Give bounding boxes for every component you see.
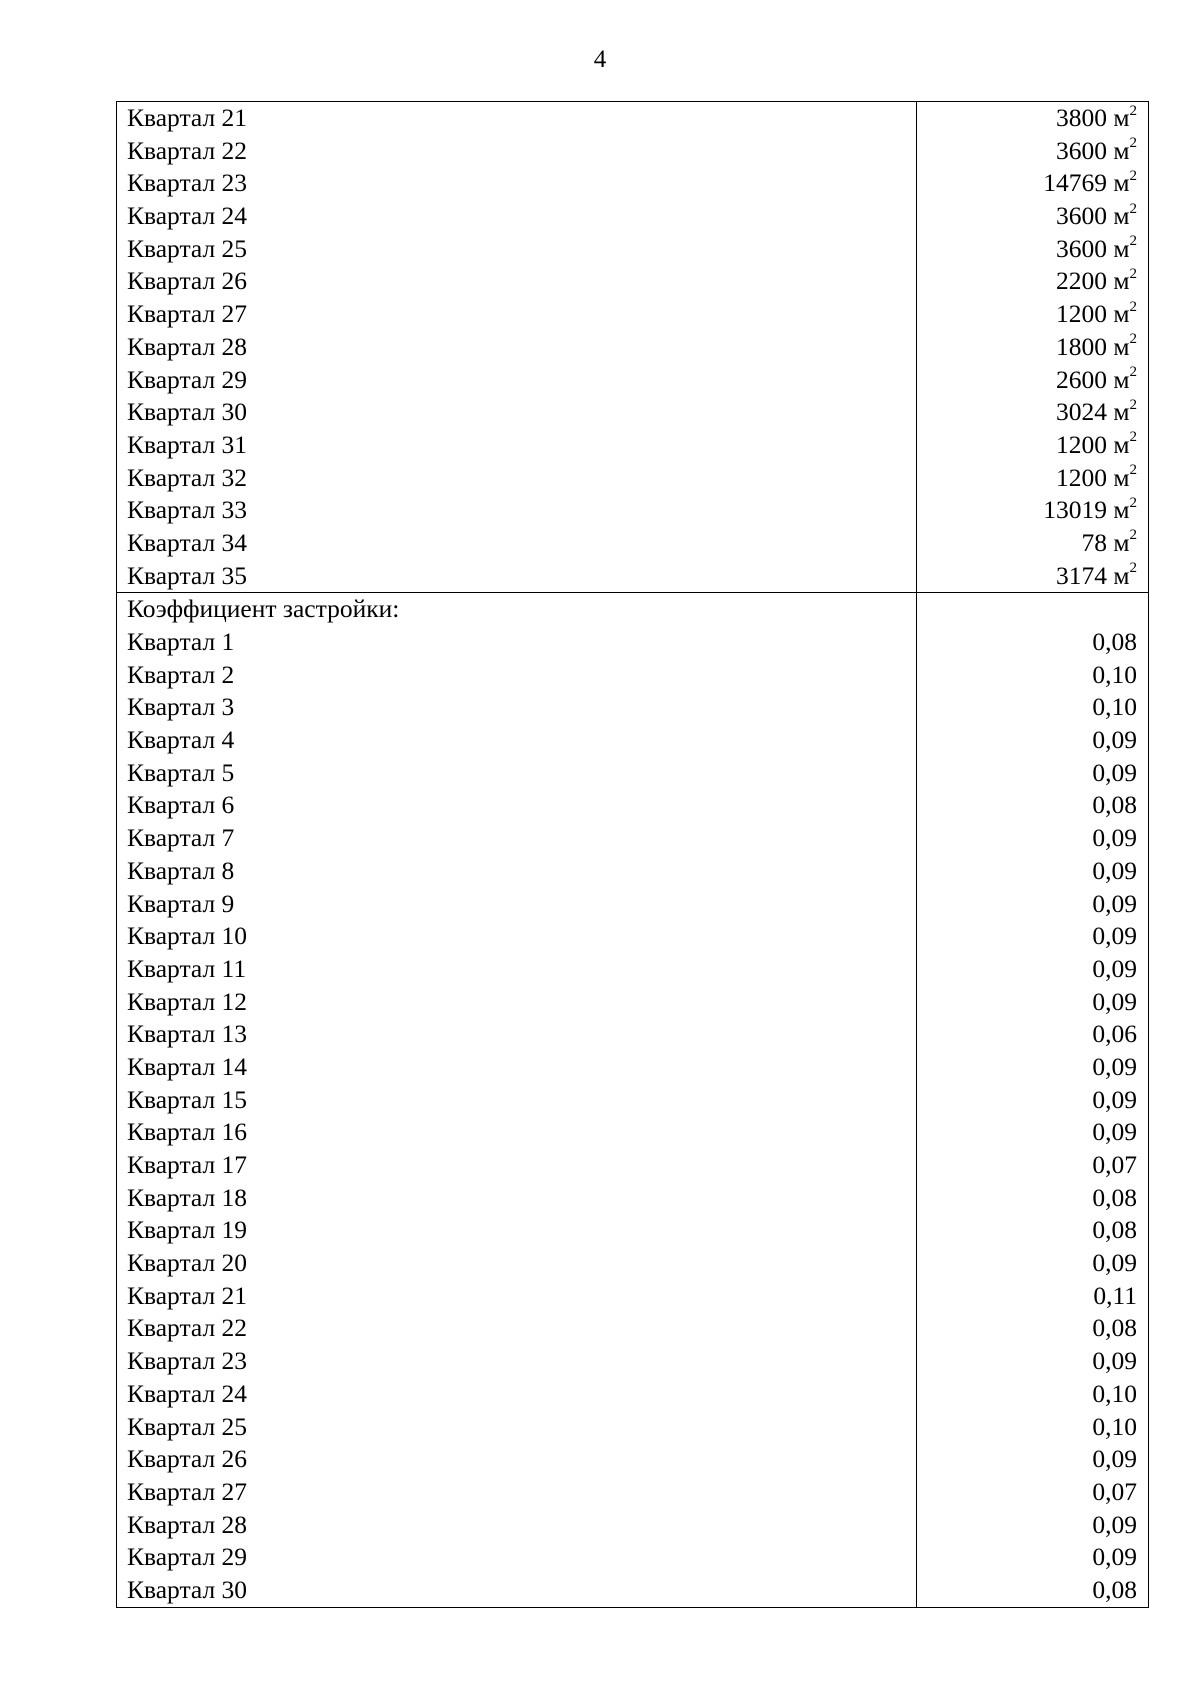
unit-exponent: 2 xyxy=(1129,331,1137,348)
row-value: 0,09 xyxy=(1092,757,1137,787)
row-name: Квартал 4 xyxy=(127,725,235,755)
row-name: Квартал 30 xyxy=(127,1574,248,1604)
row-value-line xyxy=(917,233,1148,266)
unit-label: м xyxy=(1113,364,1130,394)
row-value: 0,08 xyxy=(1092,627,1137,656)
row-value: 0,09 xyxy=(1092,953,1137,983)
row-value-line xyxy=(917,1411,1148,1444)
row-value-line xyxy=(917,200,1148,233)
unit-exponent: 2 xyxy=(1129,396,1137,413)
row-value-line xyxy=(917,986,1148,1019)
row-value-line xyxy=(917,659,1148,692)
unit-label: м xyxy=(1113,103,1130,132)
row-value-line xyxy=(917,691,1148,724)
unit-label: м xyxy=(1113,233,1130,263)
row-value-line xyxy=(917,560,1148,593)
section-heading: Коэффициент застройки: xyxy=(127,594,400,624)
row-name: Квартал 26 xyxy=(127,266,248,296)
unit-label: м xyxy=(1113,429,1130,459)
value-cell xyxy=(917,102,1149,593)
row-name: Квартал 30 xyxy=(127,397,248,427)
row-value-line xyxy=(917,1443,1148,1476)
unit-exponent: 2 xyxy=(1129,102,1137,119)
row-value: 0,09 xyxy=(1092,888,1137,918)
row-value-line xyxy=(917,1182,1148,1215)
row-value-line xyxy=(917,1574,1148,1607)
unit-exponent: 2 xyxy=(1129,298,1137,315)
row-value: 0,10 xyxy=(1092,659,1137,689)
row-value: 14769 xyxy=(1043,168,1107,198)
row-value-line xyxy=(917,527,1148,560)
row-value-line xyxy=(917,1378,1148,1411)
row-name: Квартал 32 xyxy=(127,462,248,492)
row-name: Квартал 21 xyxy=(127,103,248,132)
row-value-line xyxy=(917,888,1148,921)
row-value: 3024 xyxy=(1055,397,1107,427)
row-name: Квартал 29 xyxy=(127,1542,248,1572)
row-value-line xyxy=(917,724,1148,757)
row-value: 1800 xyxy=(1055,331,1107,361)
row-name: Квартал 12 xyxy=(127,986,248,1016)
table-body xyxy=(117,102,1149,1608)
row-name: Квартал 22 xyxy=(127,135,248,165)
row-value-line xyxy=(917,1149,1148,1182)
row-name: Квартал 11 xyxy=(127,953,247,983)
name-cell xyxy=(117,593,917,1607)
row-value-line xyxy=(917,1476,1148,1509)
unit-exponent: 2 xyxy=(1129,167,1137,184)
unit-label: м xyxy=(1113,462,1130,492)
row-value: 0,08 xyxy=(1092,1182,1137,1212)
unit-exponent: 2 xyxy=(1129,494,1137,511)
row-name: Квартал 33 xyxy=(127,495,248,525)
row-name: Квартал 16 xyxy=(127,1117,248,1147)
unit-label: м xyxy=(1113,495,1130,525)
row-value-line xyxy=(917,789,1148,822)
row-name: Квартал 19 xyxy=(127,1215,248,1245)
row-value: 13019 xyxy=(1043,495,1107,525)
row-value: 0,09 xyxy=(1092,1248,1137,1278)
row-value: 0,07 xyxy=(1092,1476,1137,1506)
row-value: 0,08 xyxy=(1092,1313,1137,1343)
row-value-line xyxy=(917,331,1148,364)
row-name: Квартал 1 xyxy=(127,627,235,656)
unit-label: м xyxy=(1113,266,1130,296)
row-value: 3174 xyxy=(1055,560,1107,590)
row-value: 0,09 xyxy=(1092,1346,1137,1376)
page-number: 4 xyxy=(593,46,607,73)
row-name: Квартал 21 xyxy=(127,1280,248,1310)
row-value-line xyxy=(917,429,1148,462)
row-value-line xyxy=(917,135,1148,168)
row-name: Квартал 7 xyxy=(127,823,235,853)
blank-line xyxy=(917,593,1148,626)
unit-exponent: 2 xyxy=(1129,135,1137,152)
row-value-line xyxy=(917,1214,1148,1247)
unit-label: м xyxy=(1113,560,1130,590)
unit-label: м xyxy=(1113,135,1130,165)
row-name: Квартал 18 xyxy=(127,1182,248,1212)
row-name: Квартал 9 xyxy=(127,888,235,918)
row-value-line xyxy=(917,265,1148,298)
row-name: Квартал 6 xyxy=(127,790,235,820)
unit-exponent: 2 xyxy=(1129,527,1137,544)
row-name: Квартал 23 xyxy=(127,168,248,198)
row-value-line xyxy=(917,494,1148,527)
row-value: 1200 xyxy=(1055,429,1107,459)
row-value: 3600 xyxy=(1055,135,1107,165)
row-name: Квартал 27 xyxy=(127,1476,248,1506)
row-value-line xyxy=(917,953,1148,986)
row-value: 3800 xyxy=(1055,103,1107,132)
unit-exponent: 2 xyxy=(1129,429,1137,446)
row-value-line xyxy=(917,920,1148,953)
row-value-line xyxy=(917,1509,1148,1542)
row-value-line xyxy=(917,1280,1148,1313)
row-value: 0,11 xyxy=(1093,1280,1137,1310)
row-name: Квартал 24 xyxy=(127,1378,248,1408)
row-value-line xyxy=(917,1116,1148,1149)
row-value-line xyxy=(917,1541,1148,1574)
row-value-line xyxy=(917,102,1148,135)
row-name: Квартал 25 xyxy=(127,233,248,263)
row-value: 0,08 xyxy=(1092,790,1137,820)
row-value-line xyxy=(917,1018,1148,1051)
value-cell xyxy=(917,593,1149,1607)
row-value: 1200 xyxy=(1055,462,1107,492)
row-name: Квартал 26 xyxy=(127,1444,248,1474)
row-value: 78 xyxy=(1081,527,1107,557)
row-name: Квартал 23 xyxy=(127,1346,248,1376)
row-name: Квартал 25 xyxy=(127,1411,248,1441)
row-value: 0,09 xyxy=(1092,1117,1137,1147)
row-name: Квартал 24 xyxy=(127,201,248,231)
table-section xyxy=(117,102,1149,593)
unit-exponent: 2 xyxy=(1129,200,1137,217)
row-value: 0,08 xyxy=(1092,1215,1137,1245)
unit-exponent: 2 xyxy=(1129,233,1137,250)
parameters-table xyxy=(116,101,1149,1608)
unit-label: м xyxy=(1113,201,1130,231)
row-value: 0,10 xyxy=(1092,1378,1137,1408)
row-name: Квартал 27 xyxy=(127,299,248,329)
unit-label: м xyxy=(1113,397,1130,427)
row-value: 0,10 xyxy=(1092,692,1137,722)
row-value: 2200 xyxy=(1055,266,1107,296)
row-name: Квартал 14 xyxy=(127,1051,248,1081)
row-name: Квартал 17 xyxy=(127,1150,248,1179)
row-value: 0,09 xyxy=(1092,986,1137,1016)
row-value-line xyxy=(917,822,1148,855)
row-value: 0,09 xyxy=(1092,855,1137,885)
row-name: Квартал 35 xyxy=(127,560,248,590)
row-value-line xyxy=(917,1084,1148,1117)
row-value-line xyxy=(917,1312,1148,1345)
row-value: 0,09 xyxy=(1092,1444,1137,1474)
row-value-line xyxy=(917,167,1148,200)
row-value: 3600 xyxy=(1055,201,1107,231)
row-value: 0,09 xyxy=(1092,1542,1137,1572)
row-value: 1200 xyxy=(1055,299,1107,329)
row-value-line xyxy=(917,462,1148,495)
row-name: Квартал 22 xyxy=(127,1313,248,1343)
row-name: Квартал 2 xyxy=(127,659,235,689)
row-value: 0,09 xyxy=(1092,921,1137,951)
row-name: Квартал 20 xyxy=(127,1248,248,1278)
row-value-line xyxy=(917,298,1148,331)
unit-label: м xyxy=(1113,299,1130,329)
row-value: 0,07 xyxy=(1092,1150,1137,1179)
row-name: Квартал 31 xyxy=(127,429,248,459)
row-value: 3600 xyxy=(1055,233,1107,263)
row-value: 0,10 xyxy=(1092,1411,1137,1441)
unit-exponent: 2 xyxy=(1129,462,1137,479)
row-value-line xyxy=(917,1051,1148,1084)
unit-exponent: 2 xyxy=(1129,265,1137,282)
row-value-line xyxy=(917,1247,1148,1280)
row-name: Квартал 3 xyxy=(127,692,235,722)
row-value-line xyxy=(917,396,1148,429)
row-name: Квартал 15 xyxy=(127,1084,248,1114)
row-value-line xyxy=(917,364,1148,397)
row-value: 0,09 xyxy=(1092,823,1137,853)
name-cell xyxy=(117,102,917,593)
row-value: 0,09 xyxy=(1092,1084,1137,1114)
unit-exponent: 2 xyxy=(1129,364,1137,380)
row-name: Квартал 8 xyxy=(127,855,235,885)
row-value: 0,09 xyxy=(1092,1509,1137,1539)
row-value-line xyxy=(917,626,1148,659)
row-name: Квартал 5 xyxy=(127,757,235,787)
row-value: 0,08 xyxy=(1092,1574,1137,1604)
row-name: Квартал 10 xyxy=(127,921,248,951)
row-name: Квартал 34 xyxy=(127,527,248,557)
row-value: 2600 xyxy=(1055,364,1107,394)
row-name: Квартал 28 xyxy=(127,331,248,361)
unit-exponent: 2 xyxy=(1129,560,1137,577)
unit-label: м xyxy=(1113,527,1130,557)
row-value-line xyxy=(917,757,1148,790)
row-name: Квартал 29 xyxy=(127,364,248,394)
unit-label: м xyxy=(1113,331,1130,361)
row-value-line xyxy=(917,855,1148,888)
unit-label: м xyxy=(1113,168,1130,198)
row-value: 0,09 xyxy=(1092,1051,1137,1081)
row-value-line xyxy=(917,1345,1148,1378)
row-value: 0,06 xyxy=(1092,1019,1137,1049)
row-name: Квартал 13 xyxy=(127,1019,248,1049)
row-value: 0,09 xyxy=(1092,725,1137,755)
table-section xyxy=(117,593,1149,1607)
row-name: Квартал 28 xyxy=(127,1509,248,1539)
